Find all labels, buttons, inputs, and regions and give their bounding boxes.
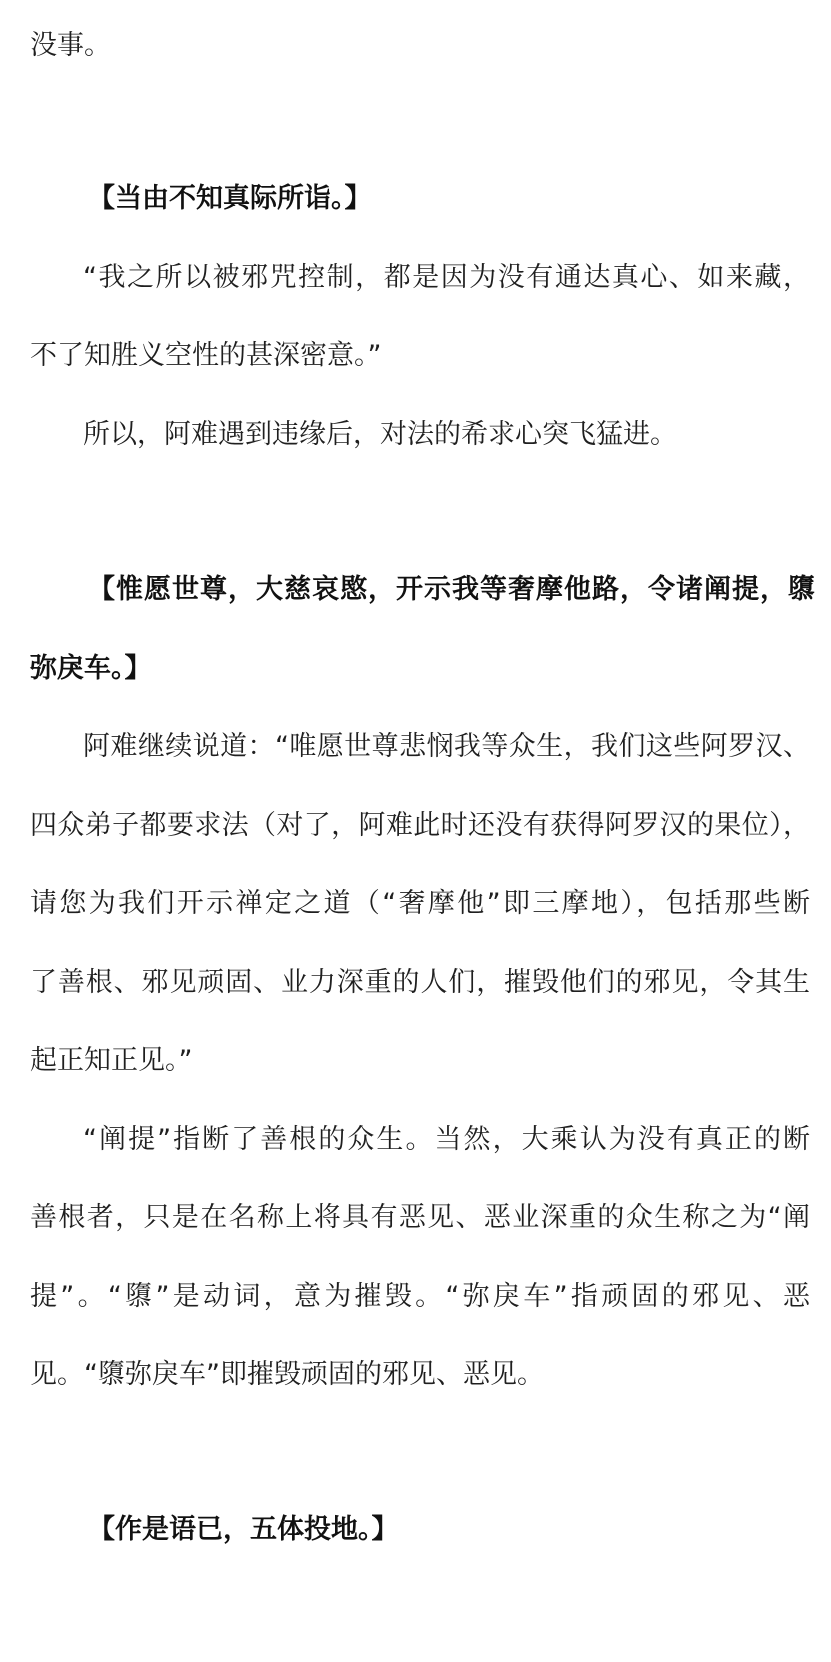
paragraph-line: 没事。	[30, 30, 111, 61]
paragraph-line: 提”。“隳”是动词，意为摧毁。“弥戾车”指顽固的邪见、恶	[30, 1281, 810, 1312]
paragraph-line: 了善根、邪见顽固、业力深重的人们，摧毁他们的邪见，令其生	[30, 967, 810, 998]
scripture-heading: 【当由不知真际所诣。】	[88, 183, 372, 214]
paragraph-line: 不了知胜义空性的甚深密意。”	[30, 340, 382, 371]
paragraph-line: 善根者，只是在名称上将具有恶见、恶业深重的众生称之为“阐	[30, 1202, 810, 1233]
paragraph-line: “我之所以被邪咒控制，都是因为没有通达真心、如来藏，	[83, 262, 810, 293]
paragraph-line: 所以，阿难遇到违缘后，对法的希求心突飞猛进。	[83, 419, 677, 450]
scripture-heading: 【作是语已，五体投地。】	[88, 1514, 399, 1545]
paragraph-line: 请您为我们开示禅定之道（“奢摩他”即三摩地），包括那些断	[30, 888, 810, 919]
paragraph-line: “阐提”指断了善根的众生。当然，大乘认为没有真正的断	[83, 1124, 810, 1155]
scripture-heading: 【惟愿世尊，大慈哀愍，开示我等奢摩他路，令诸阐提，隳	[88, 574, 815, 605]
paragraph-line: 起正知正见。”	[30, 1045, 193, 1076]
paragraph-line: 见。“隳弥戾车”即摧毁顽固的邪见、恶见。	[30, 1359, 544, 1390]
paragraph-line: 四众弟子都要求法（对了，阿难此时还没有获得阿罗汉的果位），	[30, 810, 810, 841]
scripture-heading-continued: 弥戾车。】	[30, 653, 152, 684]
paragraph-line: 阿难继续说道：“唯愿世尊悲悯我等众生，我们这些阿罗汉、	[83, 731, 810, 762]
